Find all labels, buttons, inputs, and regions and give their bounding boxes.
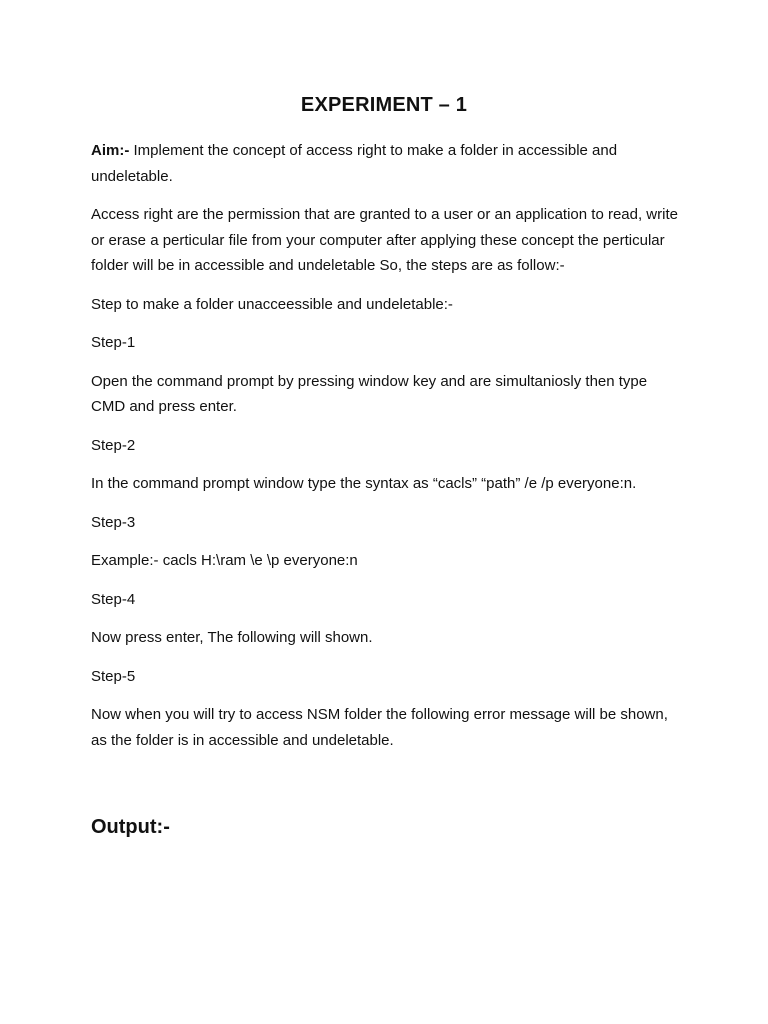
document-title: EXPERIMENT – 1 [300, 94, 468, 116]
step-5-label: Step-5 [91, 667, 136, 685]
step-3-text: Example:- cacls H:\ram \e \p everyone:n [91, 552, 358, 569]
step-4-label: Step-4 [91, 590, 136, 608]
step-2-label: Step-2 [91, 436, 136, 454]
aim-label: Aim:- [91, 142, 130, 159]
step-1-label: Step-1 [91, 334, 136, 351]
aim-text: Implement the concept of access right to make a folder in accessible and undeletable. [91, 142, 618, 185]
steps-heading: Step to make a folder unacceessible and undeletable:- [91, 295, 453, 313]
document-body [91, 138, 681, 766]
step-3-label: Step-3 [91, 513, 136, 531]
output-heading: Output:- [91, 816, 170, 838]
step-2-text: In the command prompt window type the syntax as “cacls” “path” /e /p everyone:n. [91, 475, 637, 492]
aim-paragraph [91, 138, 681, 189]
intro-paragraph: Access right are the permission that are granted to a user or an application to read, write or erase a perticular file from your computer after applying these concept the perticular folder will be in accessible and undeletable So, the steps are as follow:- [91, 206, 678, 274]
step-4-text: Now press enter, The following will shown. [91, 629, 373, 646]
step-5-text: Now when you will try to access NSM folder the following error message will be shown, as the folder is in accessible and undeletable. [91, 706, 668, 749]
step-1-text: Open the command prompt by pressing window key and are simultaniosly then type CMD and press enter. [91, 372, 648, 415]
